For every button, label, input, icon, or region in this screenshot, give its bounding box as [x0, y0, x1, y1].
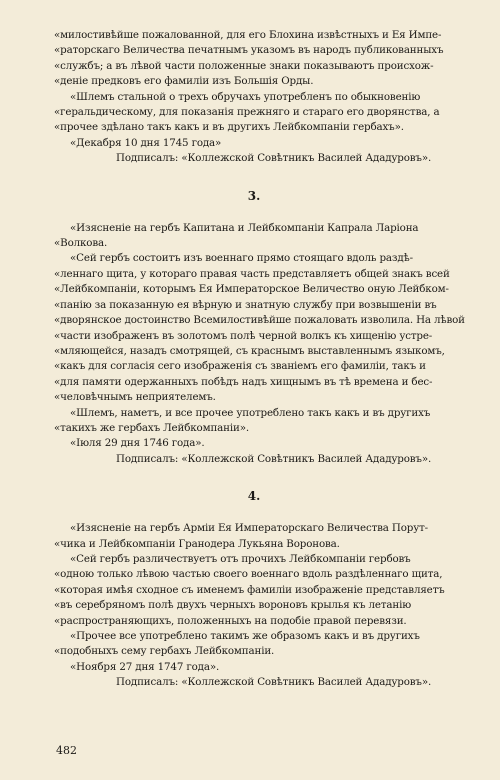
text-line: «леннаго щита, у котораго правая часть представляетъ общей знакъ всей — [54, 267, 450, 280]
text-line: «Сей гербъ различествуетъ отъ прочихъ Лейбкомпаніи гербовъ — [70, 552, 411, 565]
section-heading-line: «Волкова. — [54, 237, 108, 250]
signature-line: Подписалъ: «Коллежской Совѣтникъ Василей Ададуровъ». — [116, 676, 432, 689]
section-heading-line: «Изясненіе на гербъ Арміи Ея Императорскаго Величества Порут- — [70, 522, 428, 535]
section-number: 4. — [247, 489, 261, 504]
text-line: «распространяющихъ, положенныхъ на подобіе правой перевязи. — [54, 614, 407, 627]
signature-line: Подписалъ: «Коллежской Совѣтникъ Василей Ададуровъ». — [116, 452, 432, 465]
section-3 — [54, 221, 465, 468]
text-line: «деніе предковъ его фамиліи изъ Большія Орды. — [54, 75, 314, 88]
text-line: «части изображенъ въ золотомъ полѣ черной волкъ къ хищенію устре- — [54, 329, 433, 342]
text-line: «одною только лѣвою частью своего военнаго вдоль раздѣленнаго щита, — [54, 568, 443, 581]
text-line: «какъ для согласія сего изображенія съ званіемъ его фамиліи, такъ и — [54, 360, 426, 373]
date-line: «Ноября 27 дня 1747 года». — [70, 660, 220, 673]
page-number: 482 — [56, 744, 77, 757]
text-line: «службъ; а въ лѣвой части положенные знаки показываютъ происхож- — [54, 59, 434, 72]
section-heading-line: «чика и Лейбкомпаніи Гранодера Лукьяна Воронова. — [54, 537, 340, 550]
signature-line: Подписалъ: «Коллежской Совѣтникъ Василей Ададуровъ». — [116, 152, 432, 165]
text-line: «Лейбкомпаніи, которымъ Ея Императорское Величество оную Лейбком- — [54, 283, 449, 296]
text-line: «прочее здѣлано такъ какъ и въ другихъ Лейбкомпаніи гербахъ». — [54, 121, 404, 134]
text-line: «милостивѣйше пожалованной, для его Блохина извѣстныхъ и Ея Импе- — [54, 29, 442, 41]
text-line: «панію за показанную ея вѣрную и знатную службу при возвышеніи въ — [54, 298, 437, 311]
text-line: «Сей гербъ состоитъ изъ военнаго прямо стоящаго вдоль раздѣ- — [70, 252, 413, 265]
text-line: «Прочее все употреблено такимъ же образомъ какъ и въ другихъ — [70, 630, 420, 642]
text-line: «Шлемъ, наметъ, и все прочее употреблено такъ какъ и въ другихъ — [70, 406, 431, 419]
text-line: «геральдическому, для показанія прежняго и стараго его дворянства, а — [54, 106, 440, 119]
text-line: «раторскаго Величества печатнымъ указомъ въ народъ публикованныхъ — [54, 44, 444, 57]
text-line: «Шлемъ стальной о трехъ обручахъ употребленъ по обыкновенію — [70, 90, 421, 103]
text-line: «для памяти одержанныхъ побѣдъ надъ хищнымъ въ тѣ времена и бес- — [54, 375, 433, 388]
section-number: 3. — [247, 188, 261, 203]
text-line: «дворянское достоинство Всемилостивѣйше пожаловать изволила. На лѣвой — [54, 314, 465, 327]
text-line: «такихъ же гербахъ Лейбкомпаніи». — [54, 421, 249, 434]
section-heading-line: «Изясненіе на гербъ Капитана и Лейбкомпаніи Капрала Ларіона — [70, 221, 419, 234]
block1 — [54, 28, 454, 167]
text-line: «мляющейся, назадъ смотрящей, съ краснымъ выставленнымъ языкомъ, — [54, 344, 445, 357]
text-line: «которая имѣя сходное съ именемъ фамиліи изображеніе представляетъ — [54, 583, 445, 596]
text-line: «человѣчнымъ неприятелемъ. — [54, 391, 216, 404]
text-line: «въ серебряномъ полѣ двухъ черныхъ вороновъ крылья къ летанію — [54, 599, 412, 612]
text-line: «подобныхъ сему гербахъ Лейбкомпаніи. — [54, 645, 275, 658]
date-line: «Іюля 29 дня 1746 года». — [70, 437, 205, 450]
date-line: «Декабря 10 дня 1745 года» — [70, 136, 222, 149]
section-4 — [54, 521, 454, 690]
